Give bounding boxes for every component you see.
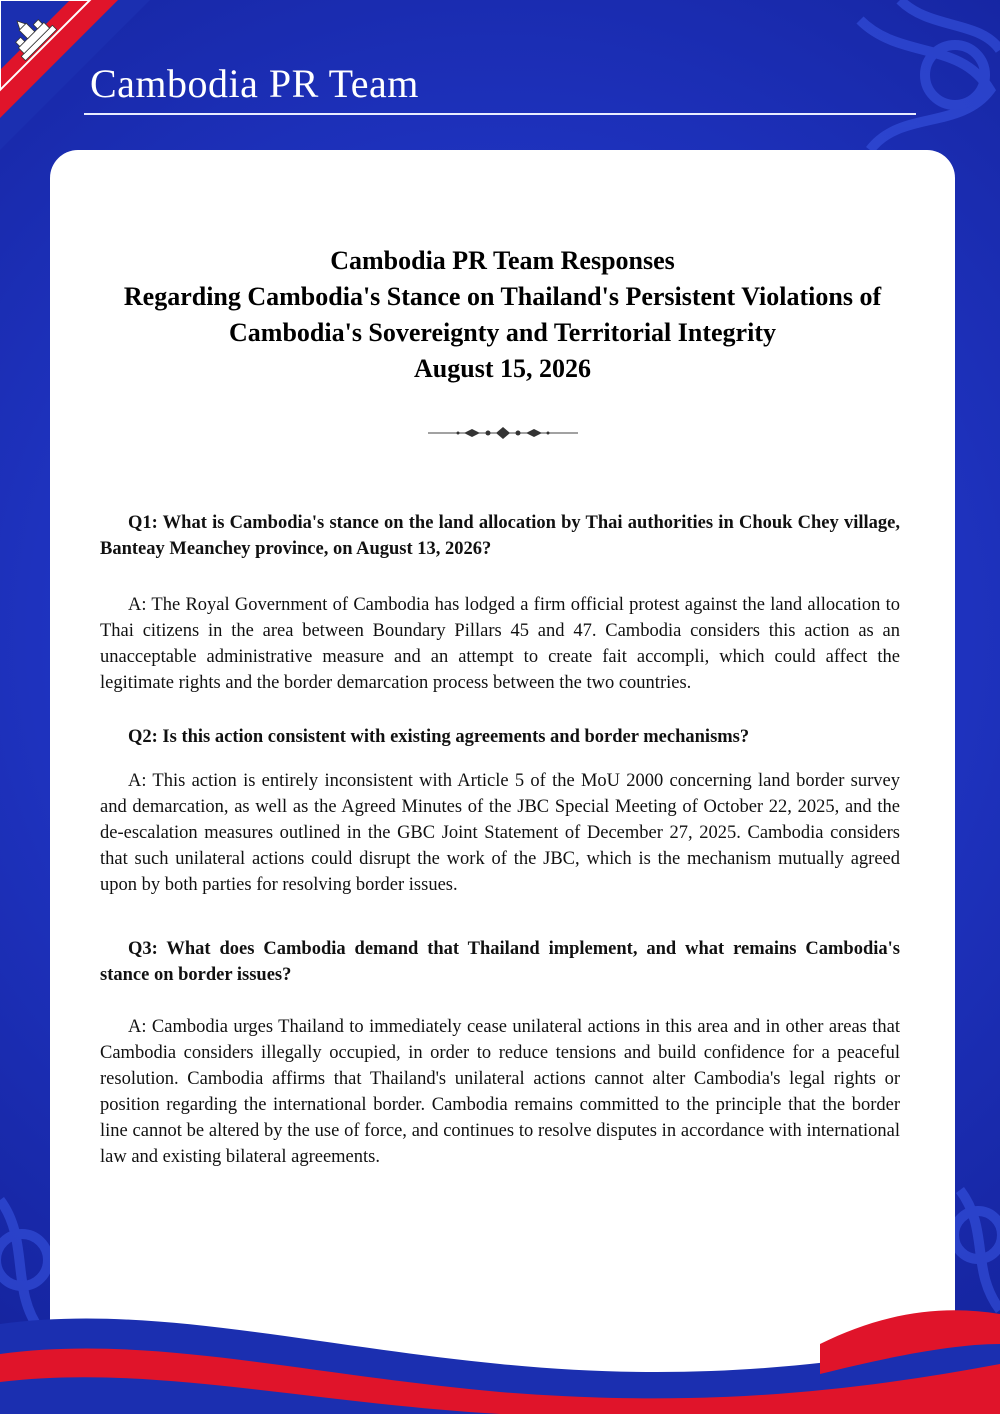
question-1: Q1: What is Cambodia's stance on the land allocation by Thai authorities in Chouk Chey village, Banteay Meanchey province, on August 13, 2026? [100, 513, 900, 559]
qa-block-2 [100, 724, 900, 898]
header-divider [84, 113, 916, 115]
document-date: August 15, 2026 [414, 354, 591, 383]
qa-block-1 [100, 510, 900, 696]
title-line: Cambodia PR Team Responses [330, 246, 675, 275]
qa-block-3 [100, 936, 900, 1170]
document-title [50, 243, 955, 387]
document-card [50, 150, 955, 1414]
answer-2: A: This action is entirely inconsistent with Article 5 of the MoU 2000 concerning land border survey and demarcation, as well as the Agreed Minutes of the JBC Special Meeting of October 22, 2025, and the de-escalation measures outlined in the GBC Joint Statement of December 27, 2025. Cambodia considers that such unilateral actions could disrupt the work of the JBC, which is the mechanism mutually agreed upon by both parties for resolving border issues. [100, 771, 900, 895]
ornamental-divider-icon [428, 426, 578, 440]
title-line: Regarding Cambodia's Stance on Thailand's Persistent Violations of [123, 282, 882, 311]
header-title: Cambodia PR Team [90, 61, 419, 106]
title-line: Cambodia's Sovereignty and Territorial Integrity [229, 318, 776, 347]
question-2: Q2: Is this action consistent with existing agreements and border mechanisms? [128, 727, 750, 747]
answer-3: A: Cambodia urges Thailand to immediately cease unilateral actions in this area and in other areas that Cambodia considers illegally occupied, in order to reduce tensions and build confidence for a peaceful resolution. Cambodia affirms that Thailand's unilateral actions cannot alter Cambodia's legal rights or position regarding the international border. Cambodia remains committed to the principle that the border line cannot be altered by the use of force, and continues to resolve disputes in accordance with international law and existing bilateral agreements. [100, 1017, 900, 1167]
answer-1: A: The Royal Government of Cambodia has lodged a firm official protest against the land allocation to Thai citizens in the area between Boundary Pillars 45 and 47. Cambodia considers this action as an unacceptable administrative measure and an attempt to create fait accompli, which could affect the legitimate rights and the border demarcation process between the two countries. [100, 595, 900, 693]
bottom-flag-wave [0, 1304, 1000, 1414]
question-3: Q3: What does Cambodia demand that Thailand implement, and what remains Cambodia's stance on border issues? [100, 939, 900, 985]
